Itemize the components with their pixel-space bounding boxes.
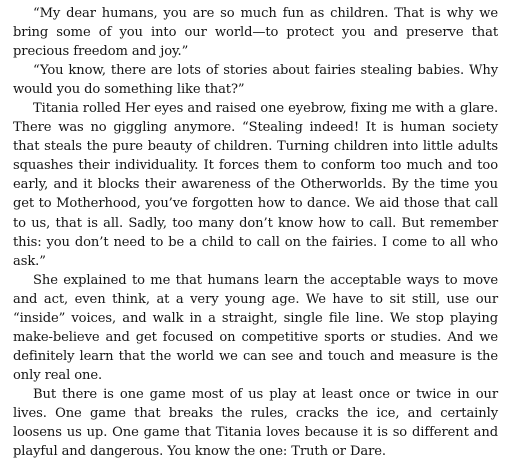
paragraph-1: “My dear humans, you are so much fun as children. That is why we bring some of you into our world—to protect you and preserve that precious freedom and joy.”: [13, 6, 498, 60]
paragraph-4: She explained to me that humans learn the acceptable ways to move and act, even think, at a very young age. We have to sit still, use our “inside” voices, and walk in a straight, single file line. We stop playing make-believe and get focused on competitive sports or studies. And we definitely learn that the world we can see and touch and measure is the only real one.: [13, 272, 498, 383]
paragraph-2: “You know, there are lots of stories about fairies stealing babies. Why would you do something like that?”: [13, 63, 498, 98]
book-page: [13, 4, 498, 461]
paragraph-3: Titania rolled Her eyes and raised one eyebrow, fixing me with a glare. There was no giggling anymore. “Stealing indeed! It is human society that steals the pure beauty of children. Turning children into little adults squashes their individuality. It forces them to conform too much and too early, and it blocks their awareness of the Otherworlds. By the time you get to Motherhood, you’ve forgotten how to dance. We aid those that call to us, that is all. Sadly, too many don’t know how to call. But remember this: you don’t need to be a child to call on the fairies. I come to all who ask.”: [13, 101, 499, 269]
paragraph-5: But there is one game most of us play at least once or twice in our lives. One game that breaks the rules, cracks the ice, and certainly loosens us up. One game that Titania loves because it is so different and playful and dangerous. You know the one: Truth or Dare.: [13, 386, 498, 460]
